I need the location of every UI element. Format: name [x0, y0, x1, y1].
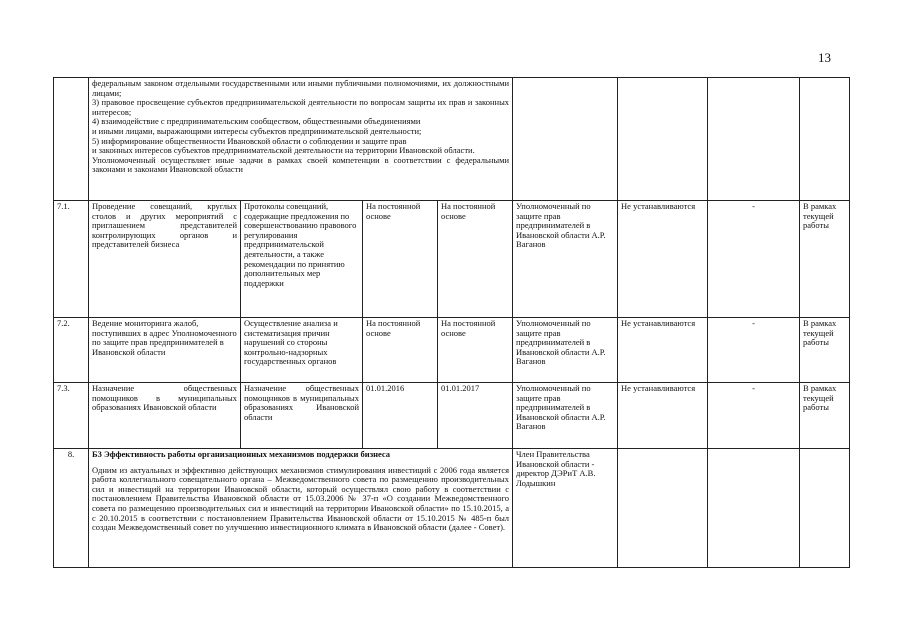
section8-responsible: Член Правительства Ивановской области - директор ДЭРиТ А.В. Лодышкин — [513, 449, 618, 568]
row-responsible: Уполномоченный по защите прав предпринимателей в Ивановской области А.Р. Ваганов — [513, 383, 618, 449]
row-number: 7.1. — [54, 201, 89, 318]
row-result: Назначение общественных помощников в муниципальных образованиях Ивановской области — [241, 383, 363, 449]
row-number: 7.3. — [54, 383, 89, 449]
row-event: Проведение совещаний, круглых столов и других мероприятий с приглашением представителей контролирующих органов и представителей бизнеса — [89, 201, 241, 318]
row-funding: Не устанавливаются — [618, 201, 708, 318]
intro-row — [54, 78, 850, 201]
intro-line: 3) правовое просвещение субъектов предпринимательской деятельности по вопросам защиты их прав и законных интересов; — [92, 97, 510, 117]
section8-number: 8. — [54, 449, 89, 568]
row-indicator: - — [708, 318, 800, 383]
row-responsible: Уполномоченный по защите прав предпринимателей в Ивановской области А.Р. Ваганов — [513, 201, 618, 318]
row-note: В рамках текущей работы — [800, 318, 850, 383]
row-start: На постоянной основе — [363, 201, 438, 318]
row-result: Протоколы совещаний, содержащие предложения по совершенствованию правового регулирования предпринимательской деятельности, а также рекомендации по принятию дополнительных мер поддержки — [241, 201, 363, 318]
intro-line: федеральным законом отдельными государственными или иными публичными полномочиями, их должностными лицами; — [92, 78, 510, 98]
section8-text: Одним из актуальных и эффективно действующих механизмов стимулирования инвестиций с 2006 года является работа коллегиального совещательного органа – Межведомственного совета по размещению производительных сил и инвестиций на территории Ивановской области, который осуществлял свою работу в соответствии с постановлением Правительства Ивановской области от 15.03.2006 № 37-п «О создании Межведомственного совета по размещению производительных сил и инвестиций на территории Ивановской области» по 15.10.2015, а с 20.10.2015 в соответствии с постановлением Правительства Ивановской области от 15.10.2015 № 485-п был создан Межведомственный совет по улучшению инвестиционного климата в Ивановской области (далее - Совет). — [92, 464, 510, 533]
table-row — [54, 318, 850, 383]
row-result: Осуществление анализа и систематизация причин нарушений со стороны контрольно-надзорных государственных органов — [241, 318, 363, 383]
row-note: В рамках текущей работы — [800, 383, 850, 449]
row-funding: Не устанавливаются — [618, 383, 708, 449]
intro-line: и законных интересов субъектов предпринимательской деятельности на территории Ивановской области. — [92, 145, 475, 156]
section8-heading: Б3 Эффективность работы организационных механизмов поддержки бизнеса — [92, 449, 391, 459]
row-end: На постоянной основе — [438, 318, 513, 383]
row-funding: Не устанавливаются — [618, 318, 708, 383]
row-indicator: - — [708, 383, 800, 449]
measures-table — [53, 77, 850, 568]
table-row — [54, 201, 850, 318]
row-note: В рамках текущей работы — [800, 201, 850, 318]
page-number: 13 — [818, 50, 831, 65]
intro-line: 4) взаимодействие с предпринимательским сообществом, общественными объединениями — [92, 116, 421, 127]
intro-line: Уполномоченный осуществляет иные задачи в рамках своей компетенции в соответствии с федеральными законами и законами Ивановской области — [92, 154, 510, 175]
row-end: 01.01.2017 — [438, 383, 513, 449]
row-start: На постоянной основе — [363, 318, 438, 383]
intro-line: и иными лицами, выражающими интересы субъектов предпринимательской деятельности; — [92, 125, 422, 136]
section8-body — [89, 449, 513, 568]
row-start: 01.01.2016 — [363, 383, 438, 449]
section8-row — [54, 449, 850, 568]
row-responsible: Уполномоченный по защите прав предпринимателей в Ивановской области А.Р. Ваганов — [513, 318, 618, 383]
intro-line: 5) информирование общественности Ивановской области о соблюдении и защите прав — [92, 135, 407, 146]
row-end: На постоянной основе — [438, 201, 513, 318]
table-row — [54, 383, 850, 449]
intro-text — [89, 78, 513, 201]
row-number: 7.2. — [54, 318, 89, 383]
row-indicator: - — [708, 201, 800, 318]
row-event: Ведение мониторинга жалоб, поступивших в адрес Уполномоченного по защите прав предпринимателей в Ивановской области — [89, 318, 241, 383]
row-event: Назначение общественных помощников в муниципальных образованиях Ивановской области — [89, 383, 241, 449]
